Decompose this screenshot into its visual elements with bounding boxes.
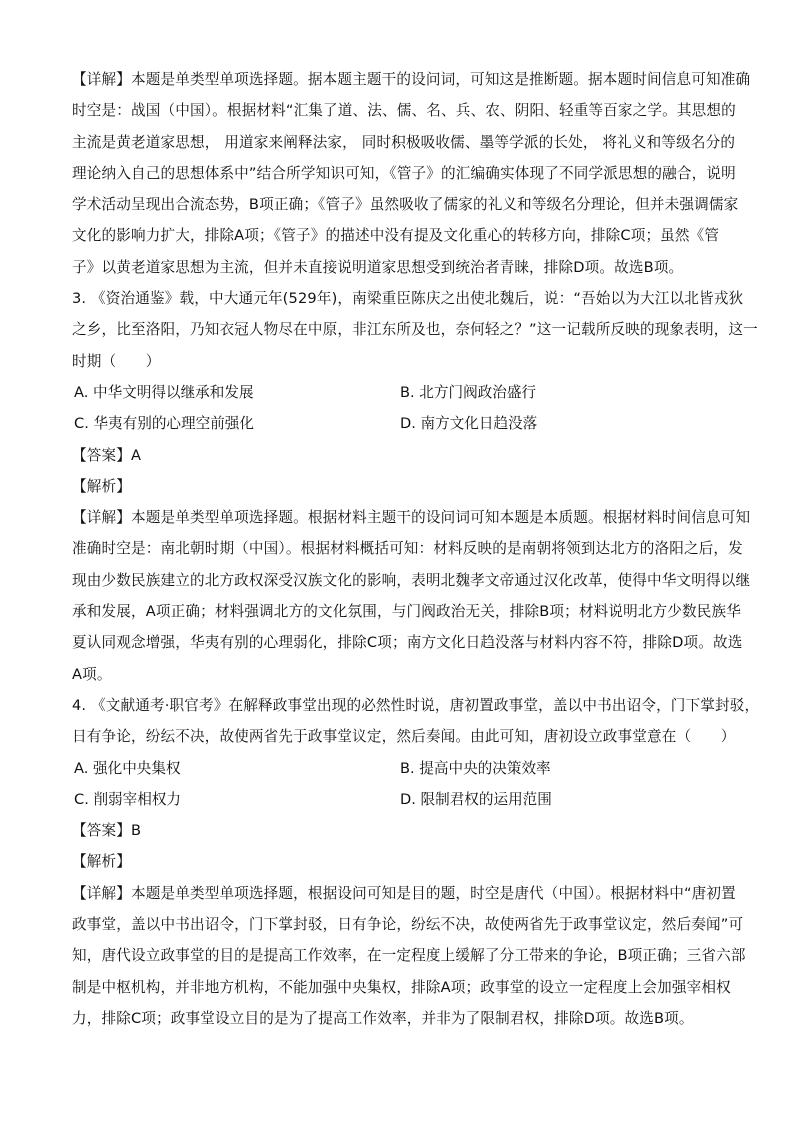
question-4 — [72, 690, 760, 1034]
question-3 — [72, 283, 758, 690]
question-stem: 3. 《资治通鉴》载，中大通元年(529年)，南梁重臣陈庆之出使北魏后，说：“吾始以为大江以北皆戎狄 — [72, 290, 744, 308]
question-stem: 之乡，比至洛阳，乃知衣冠人物尽在中原，非江东所及也，奈何轻之？”这一记载所反映的现象表明，这一 — [72, 321, 758, 339]
option-c: C. 削弱宰相权力 — [74, 790, 182, 808]
text-line: 学术活动呈现出合流态势，B项正确；《管子》虽然吸收了儒家的礼义和等级名分理论，但并未强调儒家 — [72, 196, 739, 214]
text-line: 夏认同观念增强，华夷有别的心理弱化，排除C项；南方文化日趋没落与材料内容不符，排除D项。故选 — [72, 634, 743, 652]
option-b: B. 北方门阀政治盛行 — [400, 383, 537, 401]
text-line: 子》以黄老道家思想为主流，但并未直接说明道家思想受到统治者青睐，排除D项。故选B项。 — [72, 258, 684, 276]
text-line: 【详解】本题是单类型单项选择题，根据设问可知是目的题，时空是唐代（中国）。根据材料中“唐初置 — [72, 884, 736, 902]
question-stem: 时期（ ） — [72, 352, 161, 370]
option-d: D. 限制君权的运用范围 — [400, 790, 552, 808]
text-line: 承和发展，A项正确；材料强调北方的文化氛围，与门阀政治无关，排除B项；材料说明北方少数民族华 — [72, 603, 742, 621]
option-d: D. 南方文化日趋没落 — [400, 415, 538, 433]
text-line: A项。 — [72, 665, 112, 683]
text-line: 主流是黄老道家思想， 用道家来阐释法家， 同时积极吸收儒、墨等学派的长处， 将礼义和等级名分的 — [72, 133, 736, 151]
q2-explanation — [72, 64, 751, 283]
text-line: 时空是：战国（中国）。根据材料“汇集了道、法、儒、名、兵、农、阴阳、轻重等百家之学。其思想的 — [72, 102, 736, 120]
analysis-label: 【解析】 — [72, 853, 131, 871]
answer-label: 【答案】A — [72, 446, 142, 464]
options-row — [72, 753, 724, 784]
options-row — [72, 408, 724, 439]
answer-label: 【答案】B — [72, 822, 142, 840]
text-line: 政事堂，盖以中书出诏令，门下掌封驳，日有争论，纷纭不决，故使两省先于政事堂议定，然后奏闻”可 — [72, 916, 744, 934]
options-row — [72, 377, 724, 408]
text-line: 【详解】本题是单类型单项选择题。据本题主题干的设问词，可知这是推断题。据本题时间信息可知准确 — [72, 71, 751, 88]
text-line: 理论纳入自己的思想体系中”结合所学知识可知，《管子》的汇编确实体现了不同学派思想的融合，说明 — [72, 164, 736, 182]
option-c: C. 华夷有别的心理空前强化 — [74, 415, 255, 433]
option-a: A. 中华文明得以继承和发展 — [74, 383, 254, 401]
option-b: B. 提高中央的决策效率 — [400, 759, 551, 777]
question-stem: 4. 《文献通考·职官考》在解释政事堂出现的必然性时说，唐初置政事堂，盖以中书出诏令，门下掌封驳， — [72, 696, 760, 714]
text-line: 文化的影响力扩大，排除A项；《管子》的描述中没有提及文化重心的转移方向，排除C项；虽然《管 — [72, 227, 720, 245]
text-line: 力，排除C项；政事堂设立目的是为了提高工作效率，并非为了限制君权，排除D项。故选B项。 — [72, 1009, 694, 1027]
text-line: 知，唐代设立政事堂的目的是提高工作效率，在一定程度上缓解了分工带来的争论，B项正确；三省六部 — [72, 947, 746, 965]
analysis-label: 【解析】 — [72, 477, 131, 495]
option-a: A. 强化中央集权 — [74, 759, 181, 777]
text-line: 现由少数民族建立的北方政权深受汉族文化的影响，表明北魏孝文帝通过汉化改革，使得中华文明得以继 — [72, 571, 751, 589]
text-line: 【详解】本题是单类型单项选择题。根据材料主题干的设问词可知本题是本质题。根据材料时间信息可知 — [72, 509, 751, 527]
text-line: 准确时空是：南北朝时期（中国）。根据材料概括可知：材料反映的是南朝将领到达北方的洛阳之后，发 — [72, 540, 743, 558]
question-stem: 日有争论，纷纭不决，故使两省先于政事堂议定，然后奏闻。由此可知，唐初设立政事堂意在（ ） — [72, 728, 736, 746]
text-line: 制是中枢机构，并非地方机构，不能加强中央集权，排除A项；政事堂的设立一定程度上会加强宰相权 — [72, 978, 731, 996]
document-page — [72, 64, 760, 1034]
options-row — [72, 784, 724, 815]
